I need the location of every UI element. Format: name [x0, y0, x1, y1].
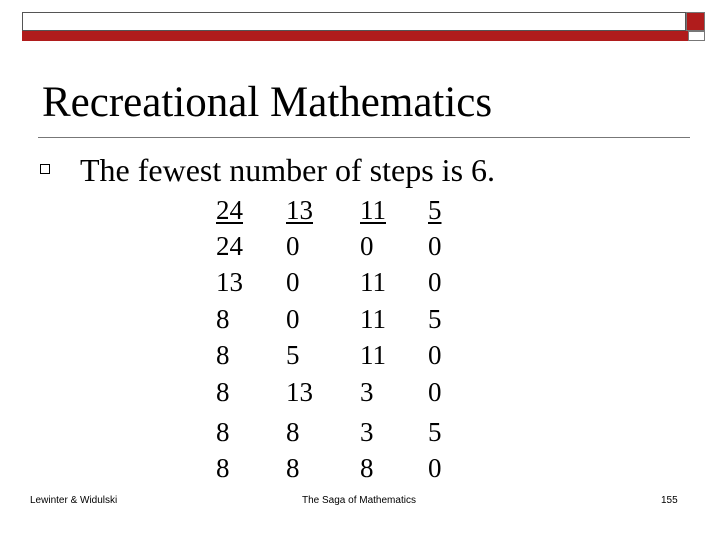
header-decoration-corner-top	[686, 12, 705, 31]
bullet-text: The fewest number of steps is 6.	[80, 152, 496, 188]
table-cell: 0	[428, 340, 442, 371]
table-cell: 8	[216, 453, 230, 484]
table-cell: 8	[286, 417, 300, 448]
table-cell: 0	[428, 376, 442, 407]
table-cell: 0	[286, 303, 300, 334]
table-row	[216, 338, 452, 374]
table-cell: 8	[286, 453, 300, 484]
table-cell: 13	[286, 194, 313, 225]
table-row	[216, 265, 452, 301]
table-cell: 11	[360, 267, 386, 298]
table-cell: 11	[360, 303, 386, 334]
footer-page-number: 155	[661, 495, 678, 506]
header-decoration-corner-bottom	[688, 31, 705, 41]
table-cell: 13	[216, 267, 243, 298]
footer-book-title: The Saga of Mathematics	[302, 495, 416, 506]
table-cell: 5	[428, 417, 442, 448]
table-row	[216, 374, 452, 410]
table-row	[216, 301, 452, 337]
table-cell: 0	[286, 267, 300, 298]
slide-title: Recreational Mathematics	[42, 79, 493, 126]
table-header-row	[216, 192, 452, 228]
table-cell: 5	[428, 194, 442, 225]
table-row	[216, 410, 452, 450]
table-cell: 24	[216, 194, 243, 225]
table-cell: 3	[360, 417, 374, 448]
table-cell: 13	[286, 376, 313, 407]
table-cell: 11	[360, 340, 386, 371]
table-cell: 8	[216, 376, 230, 407]
table-row	[216, 451, 452, 487]
header-decoration-band	[22, 31, 688, 41]
table-cell: 5	[428, 303, 442, 334]
table-cell: 0	[360, 231, 374, 262]
footer-authors: Lewinter & Widulski	[30, 495, 118, 506]
table-row	[216, 228, 452, 264]
table-cell: 8	[216, 417, 230, 448]
table-cell: 8	[216, 303, 230, 334]
header-decoration-box	[22, 12, 686, 31]
table-cell: 0	[428, 231, 442, 262]
table-cell: 0	[428, 267, 442, 298]
title-divider	[38, 137, 690, 138]
table-cell: 24	[216, 231, 243, 262]
table-cell: 8	[360, 453, 374, 484]
table-cell: 11	[360, 194, 386, 225]
square-bullet-icon	[40, 164, 50, 174]
table-cell: 0	[286, 231, 300, 262]
table-cell: 8	[216, 340, 230, 371]
table-cell: 3	[360, 376, 374, 407]
steps-table	[216, 192, 452, 487]
table-cell: 5	[286, 340, 300, 371]
table-cell: 0	[428, 453, 442, 484]
